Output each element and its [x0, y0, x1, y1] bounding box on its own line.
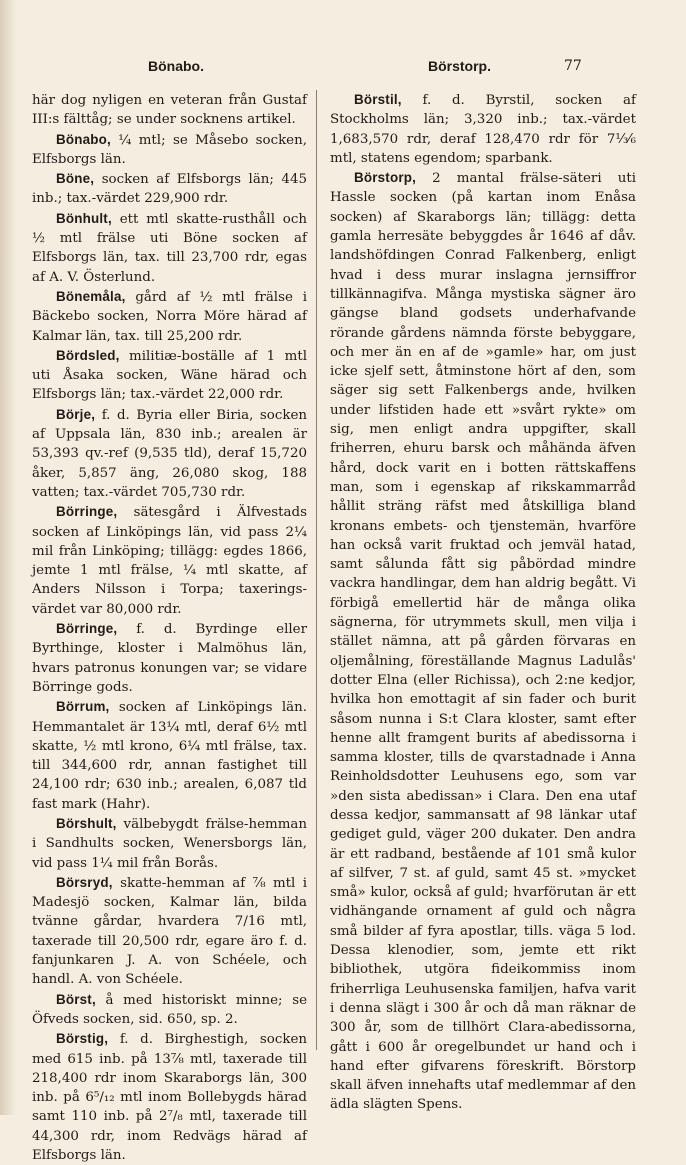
entry	[32, 1029, 307, 1165]
entry	[32, 287, 307, 346]
entry	[32, 209, 307, 287]
entry-text: sätesgård i Älfvestads socken af Linköpings län, vid pass 2¼ mil från Linköping; tillägg: egdes 1866, jemte 1 mtl frälse, ¼ mtl skatte, af Anders Nilsson i Torpa; taxerings-värdet var 80,000 rdr.	[32, 505, 307, 617]
page-edge-shadow	[0, 0, 16, 1115]
entry	[32, 502, 307, 619]
entry-text: f. d. Birghestigh, socken med 615 inb. på 13⅞ mtl, taxerade till 218,400 rdr inom Skaraborgs län, 300 inb. på 6⁵/₁₂ mtl inom Bollebygds härad samt 110 inb. på 2⁷/₈ mtl, taxerade till 44,300 rdr, inom Redvägs härad af Elfsborgs län.	[32, 1032, 307, 1164]
entry	[330, 90, 636, 168]
entry	[32, 814, 307, 873]
entry	[330, 168, 636, 1115]
entry-headword: Bönhult,	[56, 210, 112, 226]
entry	[32, 873, 307, 990]
entry-text: gård af ½ mtl frälse i Bäckebo socken, Norra Möre härad af Kalmar län, tax. till 25,200 rdr.	[32, 289, 307, 344]
entry-text: skatte-hemman af ⅞ mtl i Madesjö socken, Kalmar län, bilda tvänne gårdar, hvardera 7/16 mtl, taxerade till 20,500 rdr, egare äro f. d. fanjunkaren J. A. von Schéele, och handl. A. von Schéele.	[32, 875, 307, 988]
entry-text: ¼ mtl; se Måsebo socken, Elfsborgs län.	[32, 132, 307, 167]
entry-text: f. d. Byrdinge eller Byrthinge, kloster i Malmöhus län, hvars patronus konungen var; se vidare Börringe gods.	[32, 622, 307, 695]
entry-headword: Bördsled,	[56, 347, 120, 363]
entry-headword: Börje,	[56, 406, 96, 422]
entry	[32, 90, 307, 130]
header-right-keyword: Börstorp.	[428, 58, 491, 74]
entry-headword: Börst,	[56, 991, 96, 1007]
entry-headword: Börsryd,	[56, 874, 113, 890]
entry-headword: Börshult,	[56, 815, 117, 831]
entry-text: 2 mantal frälse-säteri uti Hassle socken (på kartan inom Enåsa socken) af Skaraborgs län; tillägg: detta gamla herresäte bebyggdes år 1646 af dåv. landshöfdingen Conrad Falkenberg, enligt hvad i dess murar inslagna jernsiffror tillkännagifva. Många mystiska sägner äro gängse bland godsets underhafvande rörande gårdens nämnda förste bebyggare, och mer än en af de »gamle» har, om just icke sjelf sett, åtminstone hört af den, som säger sig sett Falkenbergs ande, hvilken under lifstiden hade ett »svårt rykte» om sig, men enligt andra uppgifter, skall friherren, ehuru barsk och måhända äfven hård, dock varit en i botten rättskaffens man, som i egenskap af rikskammarråd hållit sträng räfst med åtskilliga bland kronans embets- och tjenstemän, hvarföre han också varit fruktad och jemväl hatad, samt sålunda fått sig påbördad mindre vackra handlingar, dem han aldrig begått. Vi förbigå emellertid här de många olika sägnerna, för utrymmets skull, men vilja i stället nämna, att på gården förvaras en oljemålning, föreställande Magnus Ladulås' dotter Elna (eller Richissa), och 2:ne kedjor, hvilka hon emottagit af sin fader och burit såsom nunna i S:t Clara kloster, samt efter henne allt framgent burits af abedissorna i samma kloster, tills de qvarstadnade i Anna Reinholdsdotter Leuhusens ego, som var »den sista abedissan» i Clara. Den ena utaf dessa kedjor, sammansatt af 98 länkar utaf gediget guld, väger 200 dukater. Den andra är ett radband, bestående af 101 små kulor af silfver, 7 st. af guld, samt 45 st. »mycket små» kulor, också af guld; hvarförutan är ett vidhängande ornament af guld och några små bilder af fyra apostlar, tills. väga 5 lod. Dessa klenodier, som, jemte ett rikt bibliothek, utgöra fideikommiss inom friherrliga Leuhusenska familjen, hafva varit i denna slägt i 300 år och då man räknar de 300 år, som de tillhört Clara-abedissorna, gått i 600 år oregelbundet ur hand och i hand efter gifvarens föreskrift. Börstorp skall äfven innehafts utaf medlemmar af den ädla slägten Spens.	[330, 171, 636, 1113]
entry-text: välbebygdt frälse-hemman i Sandhults socken, Wenersborgs län, vid pass 1¼ mil från Borås.	[32, 816, 307, 871]
entry-headword: Börringe,	[56, 504, 118, 520]
entry-headword: Börstig,	[56, 1031, 109, 1047]
entry-text: ett mtl skatte-rusthåll och ½ mtl frälse uti Böne socken af Elfsborgs län, tax. till 23,700 rdr, egas af A. V. Österlund.	[32, 211, 307, 285]
entry	[32, 346, 307, 405]
entry-headword: Börrum,	[56, 699, 110, 715]
entry-text: f. d. Byrstil, socken af Stockholms län; 3,320 inb.; tax.-värdet 1,683,570 rdr, deraf 128,470 rdr för 7⅓⁄₆ mtl, statens egendom; sparbank.	[330, 93, 636, 166]
entry	[32, 619, 307, 697]
left-column	[32, 90, 307, 1165]
header-left-keyword: Bönabo.	[148, 58, 204, 74]
entry-text: socken af Elfsborgs län; 445 inb.; tax.-värdet 229,900 rdr.	[32, 172, 307, 207]
entry-headword: Börringe,	[56, 621, 118, 637]
column-divider	[316, 90, 317, 1050]
entry	[32, 405, 307, 502]
entry-text: socken af Linköpings län. Hemmantalet är 13¼ mtl, deraf 6½ mtl skatte, ½ mtl krono, 6¼ mtl frälse, tax. till 344,600 rdr, annan fastighet till 24,100 rdr; 630 inb.; arealen, 6,087 tld fast mark (Hahr).	[32, 700, 307, 812]
entry-headword: Bönemåla,	[56, 288, 126, 304]
entry-text: här dog nyligen en veteran från Gustaf III:s fälttåg; se under socknens artikel.	[32, 93, 307, 128]
entry-headword: Börstorp,	[354, 170, 417, 186]
entry-headword: Böne,	[56, 171, 95, 187]
entry-text: militiæ-boställe af 1 mtl uti Åsaka socken, Wäne härad och Elfsborgs län; tax.-värdet 22,000 rdr.	[32, 348, 307, 403]
entry-headword: Bönabo,	[56, 131, 111, 147]
entry	[32, 990, 307, 1030]
entry-text: f. d. Byria eller Biria, socken af Uppsala län, 830 inb.; arealen är 53,393 qv.-ref (9,535 tld), deraf 15,720 åker, 5,857 äng, 26,080 skog, 188 vatten; tax.-värdet 705,730 rdr.	[32, 407, 307, 500]
page-number: 77	[564, 58, 582, 74]
right-column	[330, 90, 636, 1115]
entry	[32, 697, 307, 814]
entry	[32, 130, 307, 170]
entry-headword: Börstil,	[354, 92, 402, 107]
page-header	[30, 58, 660, 80]
entry-text: å med historiskt minne; se Öfveds socken, sid. 650, sp. 2.	[32, 992, 307, 1027]
entry	[32, 169, 307, 209]
